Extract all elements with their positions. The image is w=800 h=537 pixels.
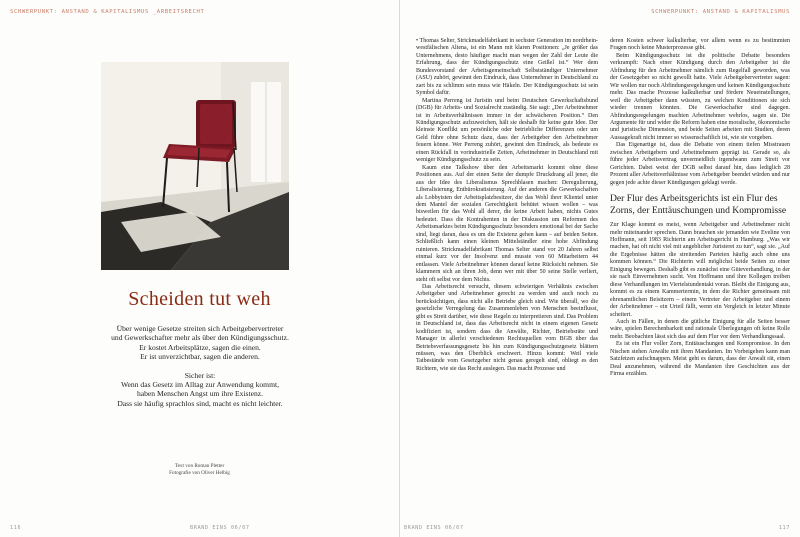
paragraph: Martina Perreng ist Juristin und beim Deutschen Gewerkschaftsbund (DGB) für Arbeits- und Sozialrecht zuständig. Sie sagt: „Der Arbeitnehmer ist in Arbeitsverhältnissen immer in der schwächeren Position.“ Den Kündigungsschutz aufzuweichen, hält sie deshalb für keine gute Idee. Der kleinste Konflikt um persönliche oder betriebliche Differenzen oder um Geld führe ohne Schutz dazu, dass der Arbeitgeber den Arbeitnehmer feuern könne. Wer Perreng zuhört, gewinnt den Eindruck, als bedeute es einen Rückfall in vorindustrielle Zeiten, Arbeitnehmer in Deutschland mit weniger Kündigungsschutz zu sein. (416, 97, 598, 164)
text-column-2 (610, 38, 790, 379)
photo-credit: Fotografie von Oliver Helbig (169, 470, 230, 477)
article-credits (0, 463, 399, 478)
paragraph: Zur Klage kommt es meist, wenn Arbeitgeber und Arbeitnehmer nicht mehr miteinander sprechen. Dann brauchen sie jemanden wie Eveline von Hoffmann, seit 1983 Richterin am Arbeitsgericht in Hamburg. „Was wir machen, hat oft nicht viel mit angeblicher Juristerei zu tun“, sagt sie. „Auf die Ergebnisse hätten die streitenden Parteien häufig auch ohne uns kommen können.“ Die Richterin will möglichst beide Seiten zu einer Einigung bewegen. Deshalb gibt es zunächst eine Güteverhandlung, in der sie nach Einvernehmen sucht. Von Hoffmann und ihre Kollegen treiben diese Verhandlungen im Viertelstundentakt voran. Bleibt die Einigung aus, kommt es zu einem Kammertermin, in dem die Richter gemeinsam mit ehrenamtlichen Beisitzern – einem Vertreter der Arbeitgeber und einem der Arbeitnehmer – ein Urteil fällt, wenn ein Vergleich in letzter Minute scheitert. (610, 222, 790, 318)
paragraph: Auch in Fällen, in denen die gütliche Einigung für alle Seiten besser wäre, spielen Berechenbarkeit und rationale Überlegungen oft keine Rolle mehr. Beobachten lässt sich das auf dem Flur vor dem Verhandlungssaal. (610, 318, 790, 340)
author-credit: Text von Roman Pletter (174, 463, 225, 469)
lead-line: Er kostet Arbeitsplätze, sagen die einen. (139, 342, 261, 352)
paragraph: Kaum eine Talkshow über den Arbeitsmarkt kommt ohne diese Positionen aus. Auf der einen Seite der dumpfe Druckdrang all jener, die aus der Idee des Liberalismus Sprechblasen machen: Deregulierung, Liberalisierung, Entbürokratisierung. Auf der anderen die Gewerkschaften als Lobbyisten der Arbeitsplatzbesitzer, die das Wohl ihrer Klientel unter dem Mantel der sozialen Gerechtigkeit behütet wissen wollen – was bisweilen für das Wohl all derer, die keine Arbeit haben, nichts Gutes bedeutet. Dass die Kontrahenten in der Diskussion um Reformen des Arbeitsmarktes beim Kündigungsschutz besonders emotional bei der Sache sind, liegt daran, dass es um die Existenz gehen kann – auf beiden Seiten. Schließlich kann einen kleinen Mittelständler eine hohe Abfindung ruinieren. Strickmadelfabrikant Thomas Selter stand vor 20 Jahren selbst einmal kurz vor der Insolvenz und musste von 60 Mitarbeitern 44 entlassen. Viele Arbeitnehmer können darauf keine Rücksicht nehmen. Sie klammern sich an ihren Job, denn wer mit über 50 seine Stelle verliert, steht oft selbst vor dem Nichts. (416, 164, 598, 283)
left-running-header: SCHWERPUNKT: ANSTAND & KAPITALISMUS _ARBEITSRECHT (10, 9, 205, 15)
paragraph: • Thomas Selter, Strickmadelfabrikant in sechster Generation im nordrhein-westfälischen Altena, ist ein Mann mit klaren Positionen: „Je größer das Unternehmens, desto häufiger macht man wegen der Zahl der Leute die Erfahrung, dass der Kündigungsschutz eine Geißel ist.“ Wer dem Bundesvorstand der Arbeitsgemeinschaft Selbstständiger Unternehmer (ASU) zuhört, gewinnt den Eindruck, dass Unternehmer in Deutschland zu zart bis zu schlimm sein muss wie Häkeln. Der Kündigungsschutz ist sein Symbol dafür. (416, 38, 598, 97)
left-magazine-footer: BRAND EINS 06/07 (190, 525, 250, 531)
red-chair-photo (101, 62, 289, 270)
article-lead (80, 324, 320, 408)
lead-line: Über wenige Gesetze streiten sich Arbeitgebervertreter (116, 324, 284, 333)
lead-line: Sicher ist: (184, 370, 216, 380)
lead-line: Dass sie häufig sprachlos sind, macht es nicht leichter. (117, 398, 283, 408)
right-running-header: SCHWERPUNKT: ANSTAND & KAPITALISMUS (651, 9, 790, 15)
paragraph: Das Arbeitsrecht versucht, diesem schwierigen Verhältnis zwischen Arbeitgeber und Arbeitnehmer gerecht zu werden und auch noch zu berücksichtigen, dass nicht alle Betriebe gleich sind. Wie überall, wo die gesetzliche Verregelung das Zusammenleben von Menschen beeinflusst, gibt es Streit darüber, wie diese Regeln zu interpretieren sind. Das Problem in Deutschland ist, dass das Arbeitsrecht nicht in einem eigenen Gesetz kodifiziert ist, sondern dass die Anwälte, Richter, Betriebsräte und Manager in allerlei verschiedenen Rechtsquellen vom BGB über das Betriebsverfassungsgesetz bis hin zum Kündigungsschutzgesetz blättern müssen, was den Überblick erschwert. Hinzu kommt: Weil viele Tatbestände vom Gesetzgeber nicht genau geregelt sind, obliegt es den Richtern, wie sie das Recht auslegen. Das macht Prozesse und (416, 283, 598, 372)
subheading: Der Flur des Arbeitsgerichts ist ein Flur des Zorns, der Enttäuschungen und Kompromisse (610, 193, 787, 216)
paragraph: Es ist ein Flur voller Zorn, Enttäuschungen und Kompromisse. In den Nischen stehen Anwälte mit ihren Mandanten. Im Vorbeigehen kann man Satzfetzen aufschnappen. Meist geht es darum, dass der Anwalt rät, einen Deal anzunehmen, während die Mandanten ihre Geschichten aus der Firma erzählen. (610, 341, 790, 378)
lead-line: Er ist unverzichtbar, sagen die anderen. (140, 352, 260, 362)
right-page (400, 0, 800, 537)
paragraph: Das Eigenartige ist, dass die Debatte von einem tiefen Misstrauen zwischen Arbeitgebern und Arbeitnehmern geprägt ist. Gerade so, als führe jeder Arbeitsvertrag unvermeidlich irgendwann zum Streit vor Gerichten. Dabei weist der DGB selbst darauf hin, dass lediglich 28 Prozent aller Arbeitsverhältnisse vom Arbeitgeber beendet würden und nur gegen jede achte dieser Kündigungen geklagt werde. (610, 142, 790, 186)
text-column-1 (416, 38, 598, 373)
paragraph: Beim Kündigungsschutz ist die politische Debatte besonders verkrampft: Nach einer Kündigung durch den Arbeitgeber ist die Abfindung für den Arbeitnehmer nämlich zum Regelfall geworden, was der Gesetzgeber so nicht gewollt hatte. Viele Arbeitgebervertreter sagen: Wir wollen nur noch Abfindungsregelungen und keinen Kündigungsschutz mehr. Das mache Prozesse kalkulierbar und fördere Neueinstellungen, weil die Arbeitgeber dann wüssten, zu welchen Konditionen sie sich wieder trennen könnten. Die Gewerkschafter sind dagegen. Abfindungsregelungen machten Arbeitnehmer wehrlos, sagen sie. Die Argumente für und wider die Reform haben eine moralische, ökonomische und juristische Dimension, und beide Seiten arbeiten mit Studien, deren Aussagekraft nicht immer so wissenschaftlich ist, wie sie vorgeben. (610, 52, 790, 141)
lead-line: haben Menschen Angst um ihre Existenz. (136, 389, 264, 399)
article-headline: Scheiden tut weh (128, 288, 271, 310)
article-photo (101, 62, 289, 270)
paragraph: deren Kosten schwer kalkulierbar, vor allem wenn es zu bestimmten Fragen noch keine Musterprozesse gibt. (610, 38, 790, 52)
lead-line: Wenn das Gesetz im Alltag zur Anwendung kommt, (121, 380, 279, 390)
right-page-number: 117 (778, 525, 790, 531)
lead-line: und Gewerkschafter mehr als über den Kündigungsschutz. (111, 333, 289, 343)
right-magazine-footer: BRAND EINS 06/07 (404, 525, 464, 531)
left-page-number: 116 (10, 525, 22, 531)
